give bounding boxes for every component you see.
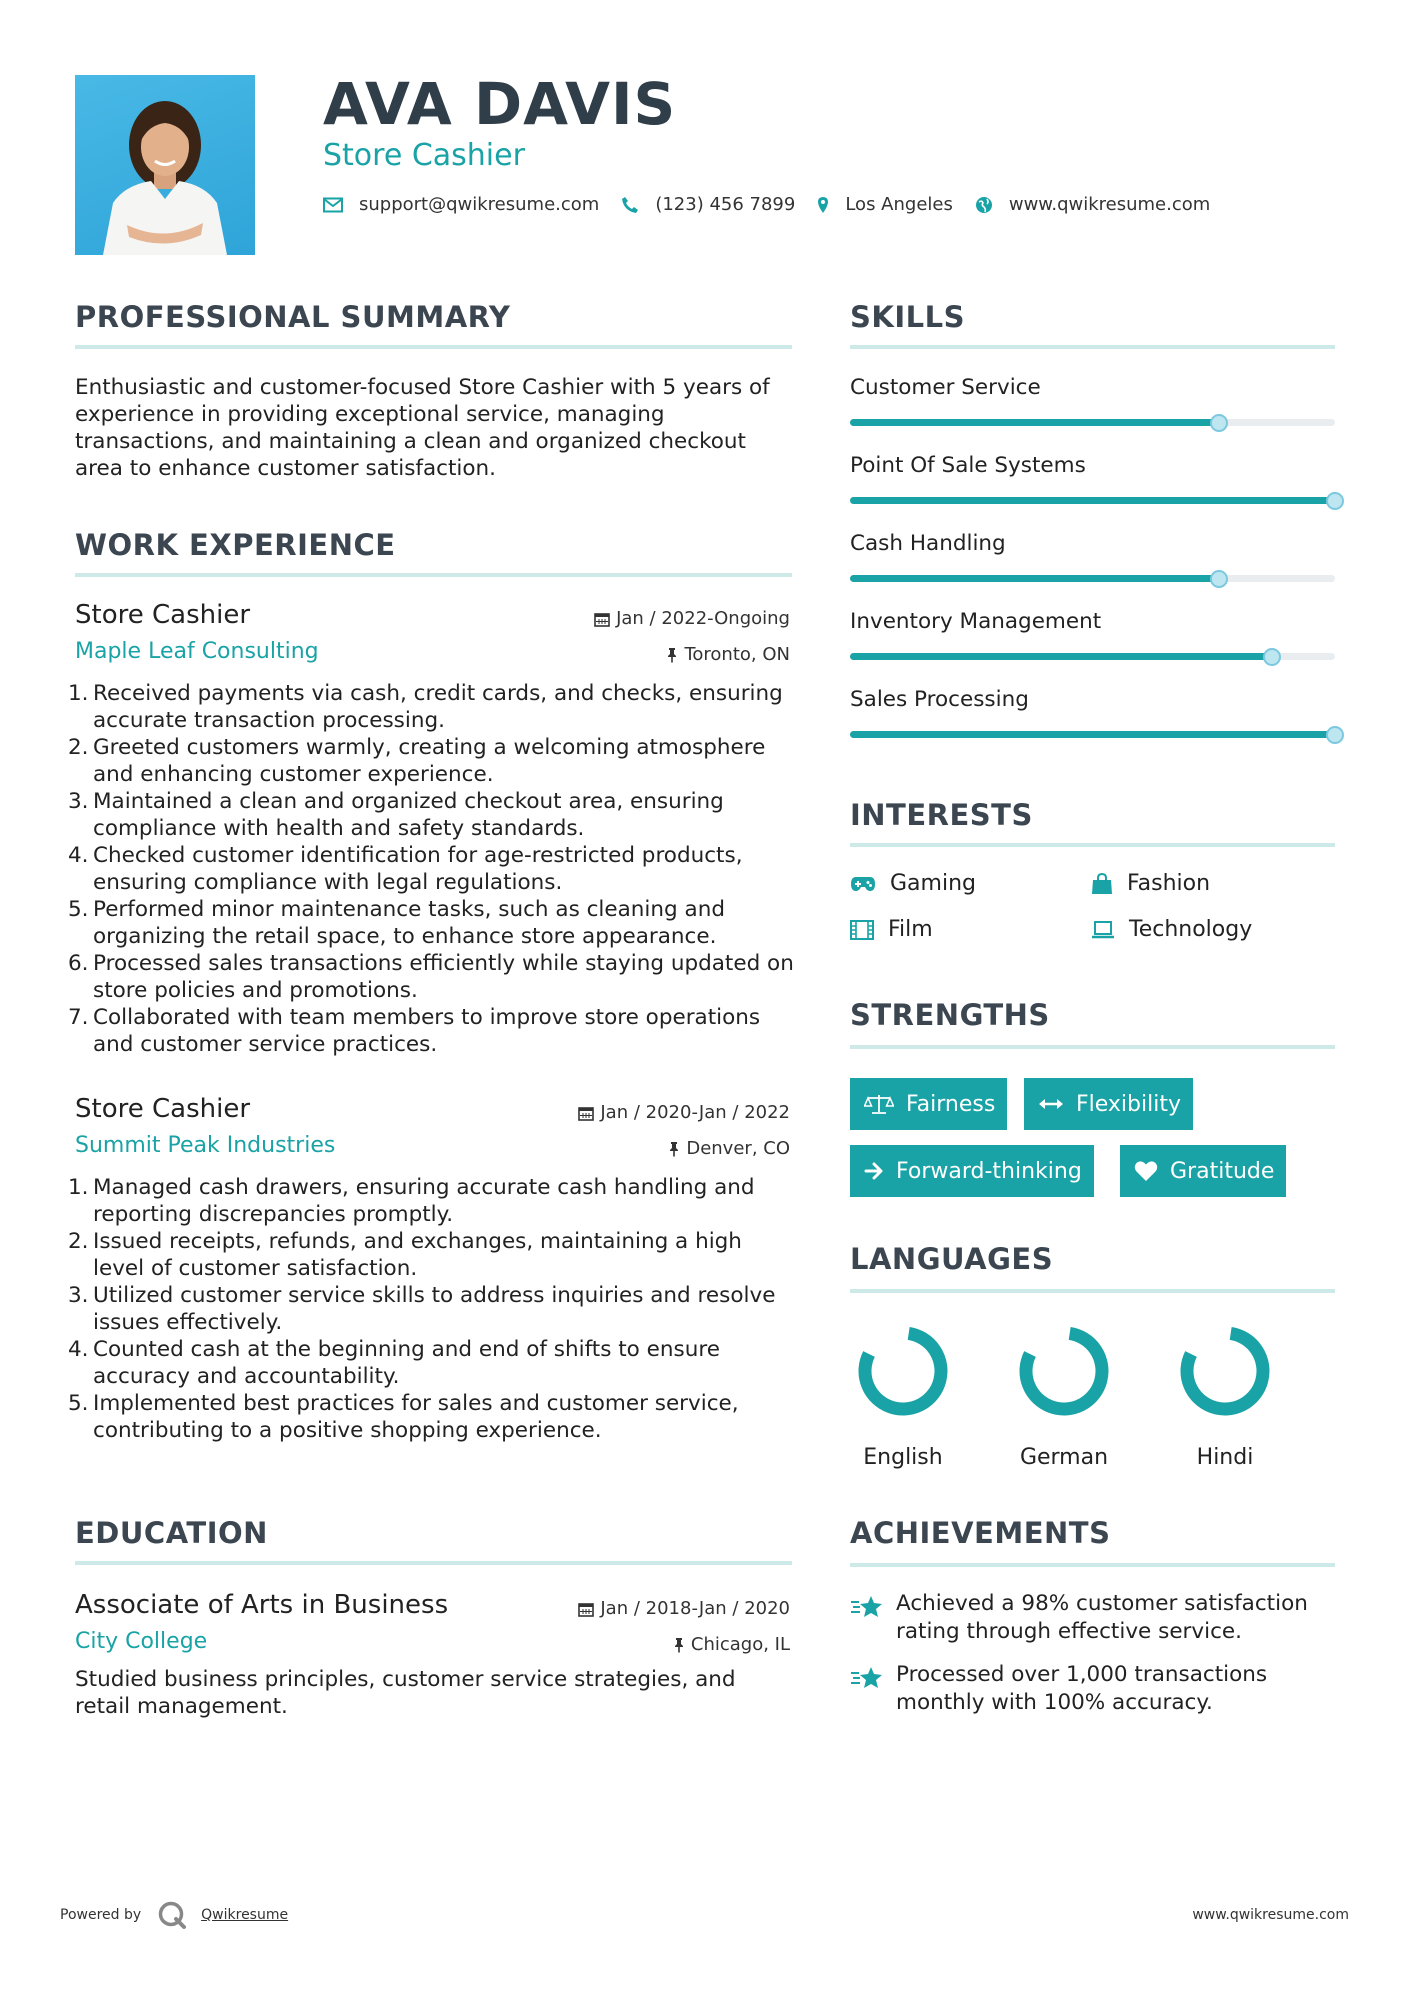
skill-bar <box>850 497 1335 504</box>
map-pin-icon <box>817 196 829 214</box>
education-heading: EDUCATION <box>75 1516 268 1550</box>
job-entry <box>68 1094 795 1444</box>
candidate-name: AVA DAVIS <box>323 70 677 138</box>
languages-heading: LANGUAGES <box>850 1242 1054 1276</box>
contact-location: Los Angeles <box>845 194 953 215</box>
skill-bar-fill <box>850 497 1335 504</box>
skill-item <box>850 531 1340 556</box>
strength-badge <box>850 1145 1094 1197</box>
skill-bar-fill <box>850 575 1219 582</box>
shooting-star-icon <box>850 1590 896 1646</box>
skill-item <box>850 687 1340 712</box>
education-degree: Associate of Arts in Business <box>75 1590 449 1620</box>
shopping-bag-icon <box>1091 873 1113 895</box>
skill-item <box>850 375 1340 400</box>
skill-item <box>850 609 1340 634</box>
language-item <box>1160 1325 1290 1470</box>
job-title: Store Cashier <box>75 1094 251 1124</box>
list-item: 5. Performed minor maintenance tasks, such as cleaning and organizing the retail space, to enhance store appearance. <box>68 897 725 949</box>
list-item: 6. Processed sales transactions efficiently while staying updated on store policies and promotions. <box>68 951 794 1003</box>
list-item: 5. Implemented best practices for sales and customer service, contributing to a positive shopping experience. <box>68 1391 739 1443</box>
interest-item <box>1091 871 1210 896</box>
achievement-item <box>850 1661 1340 1717</box>
language-item <box>999 1325 1129 1470</box>
job-date-text: Jan / 2022-Ongoing <box>616 608 790 629</box>
education-date <box>578 1598 790 1619</box>
strength-label: Forward-thinking <box>896 1158 1082 1184</box>
list-item: 4. Counted cash at the beginning and end of shifts to ensure accuracy and accountability. <box>68 1337 720 1389</box>
summary-text: Enthusiastic and customer-focused Store Cashier with 5 years of experience in providing exceptional service, managing transactions, and maintaining a clean and organized checkout area to enhance customer satisfaction. <box>75 375 770 481</box>
education-divider <box>75 1561 792 1565</box>
job-date <box>594 608 790 629</box>
calendar-icon <box>578 1601 594 1617</box>
job-location <box>666 644 790 665</box>
interest-label: Fashion <box>1127 871 1211 896</box>
interest-label: Technology <box>1129 917 1253 942</box>
skills-heading: SKILLS <box>850 300 965 334</box>
strength-badge <box>1024 1078 1193 1130</box>
skill-name: Customer Service <box>850 375 1041 400</box>
job-entry <box>68 600 795 1058</box>
language-ring <box>1179 1325 1271 1417</box>
achievement-text: Achieved a 98% customer satisfaction rating through effective service. <box>896 1591 1308 1644</box>
list-item: 2. Greeted customers warmly, creating a welcoming atmosphere and enhancing customer experience. <box>68 735 766 787</box>
film-icon <box>850 920 874 940</box>
calendar-icon <box>594 611 610 627</box>
language-ring-arc <box>1026 1333 1102 1409</box>
globe-icon <box>975 196 993 214</box>
interest-item <box>850 917 933 942</box>
interest-label: Film <box>888 917 933 942</box>
phone-icon <box>621 196 639 214</box>
list-item: 7. Collaborated with team members to improve store operations and customer service practices. <box>68 1005 761 1057</box>
skill-bar <box>850 575 1335 582</box>
skill-bar-fill <box>850 419 1219 426</box>
list-item: 2. Issued receipts, refunds, and exchanges, maintaining a high level of customer satisfaction. <box>68 1229 742 1281</box>
list-item: 3. Maintained a clean and organized checkout area, ensuring compliance with health and safety standards. <box>68 789 724 841</box>
skill-bar-knob <box>1326 726 1344 744</box>
laptop-icon <box>1091 921 1115 939</box>
language-ring <box>857 1325 949 1417</box>
job-title: Store Cashier <box>75 600 251 630</box>
strength-badge <box>1120 1145 1286 1197</box>
interest-label: Gaming <box>890 871 976 896</box>
contact-email[interactable]: support@qwikresume.com <box>359 194 600 215</box>
job-location <box>668 1138 790 1159</box>
summary-heading: PROFESSIONAL SUMMARY <box>75 300 511 334</box>
skill-bar-knob <box>1263 648 1281 666</box>
experience-divider <box>75 573 792 577</box>
list-item: 3. Utilized customer service skills to address inquiries and resolve issues effectively. <box>68 1283 776 1335</box>
interest-item <box>850 871 976 896</box>
skill-bar <box>850 731 1335 738</box>
list-item: 4. Checked customer identification for age-restricted products, ensuring compliance with legal regulations. <box>68 843 743 895</box>
qwikresume-logo-icon <box>157 1900 187 1930</box>
skill-bar-knob <box>1326 492 1344 510</box>
job-bullets <box>68 1174 795 1444</box>
heart-icon <box>1134 1160 1158 1182</box>
footer-website[interactable]: www.qwikresume.com <box>1192 1907 1349 1923</box>
qwikresume-link[interactable]: Qwikresume <box>201 1907 289 1923</box>
skill-name: Inventory Management <box>850 609 1102 634</box>
scale-icon <box>864 1093 894 1115</box>
skill-bar <box>850 419 1335 426</box>
contact-bar <box>323 194 1232 215</box>
language-name: Hindi <box>1196 1445 1254 1470</box>
candidate-title: Store Cashier <box>323 138 525 173</box>
education-description: Studied business principles, customer service strategies, and retail management. <box>75 1667 736 1719</box>
language-ring-arc <box>1187 1333 1263 1409</box>
summary-divider <box>75 345 792 349</box>
envelope-icon <box>323 197 343 213</box>
language-ring <box>1018 1325 1110 1417</box>
strengths-heading: STRENGTHS <box>850 998 1050 1032</box>
job-date <box>578 1102 790 1123</box>
arrow-right-icon <box>864 1162 884 1180</box>
strength-badge <box>850 1078 1007 1130</box>
powered-by-label: Powered by <box>60 1907 142 1923</box>
profile-photo <box>75 75 255 255</box>
interests-divider <box>850 843 1335 847</box>
language-ring-arc <box>865 1333 941 1409</box>
skill-name: Point Of Sale Systems <box>850 453 1086 478</box>
experience-heading: WORK EXPERIENCE <box>75 528 396 562</box>
strength-label: Flexibility <box>1076 1091 1181 1117</box>
education-school: City College <box>75 1629 208 1654</box>
education-location <box>673 1634 790 1655</box>
job-date-text: Jan / 2020-Jan / 2022 <box>600 1102 790 1123</box>
skill-bar-fill <box>850 653 1272 660</box>
education-date-text: Jan / 2018-Jan / 2020 <box>600 1598 790 1619</box>
achievement-text: Processed over 1,000 transactions monthly with 100% accuracy. <box>896 1662 1268 1715</box>
achievement-item <box>850 1590 1340 1646</box>
contact-phone[interactable]: (123) 456 7899 <box>655 194 796 215</box>
language-name: English <box>863 1445 943 1470</box>
skill-bar-knob <box>1210 570 1228 588</box>
shooting-star-icon <box>850 1661 896 1717</box>
job-location-text: Toronto, ON <box>684 644 790 665</box>
interest-item <box>1091 917 1252 942</box>
strength-label: Gratitude <box>1170 1158 1275 1184</box>
languages-divider <box>850 1289 1335 1293</box>
strengths-divider <box>850 1045 1335 1049</box>
job-company: Summit Peak Industries <box>75 1133 336 1158</box>
achievements-heading: ACHIEVEMENTS <box>850 1516 1111 1550</box>
footer-powered-by <box>60 1900 288 1930</box>
gamepad-icon <box>850 876 876 892</box>
job-location-text: Denver, CO <box>686 1138 790 1159</box>
calendar-icon <box>578 1105 594 1121</box>
skill-item <box>850 453 1340 478</box>
education-location-text: Chicago, IL <box>690 1634 790 1655</box>
job-company: Maple Leaf Consulting <box>75 639 319 664</box>
strength-label: Fairness <box>906 1091 996 1117</box>
language-name: German <box>1019 1445 1109 1470</box>
pushpin-icon <box>668 1141 680 1157</box>
education-entry <box>75 1590 795 1720</box>
language-item <box>838 1325 968 1470</box>
skill-name: Sales Processing <box>850 687 1029 712</box>
skill-bar-knob <box>1210 414 1228 432</box>
job-bullets <box>68 680 795 1058</box>
skill-name: Cash Handling <box>850 531 1006 556</box>
skill-bar <box>850 653 1335 660</box>
list-item: 1. Managed cash drawers, ensuring accurate cash handling and reporting discrepancies promptly. <box>68 1175 755 1227</box>
contact-website[interactable]: www.qwikresume.com <box>1008 194 1211 215</box>
interests-heading: INTERESTS <box>850 798 1033 832</box>
arrows-horizontal-icon <box>1038 1097 1064 1111</box>
skills-divider <box>850 345 1335 349</box>
skill-bar-fill <box>850 731 1335 738</box>
pushpin-icon <box>666 647 678 663</box>
achievements-divider <box>850 1563 1335 1567</box>
pushpin-icon <box>673 1637 685 1653</box>
list-item: 1. Received payments via cash, credit cards, and checks, ensuring accurate transaction processing. <box>68 681 783 733</box>
